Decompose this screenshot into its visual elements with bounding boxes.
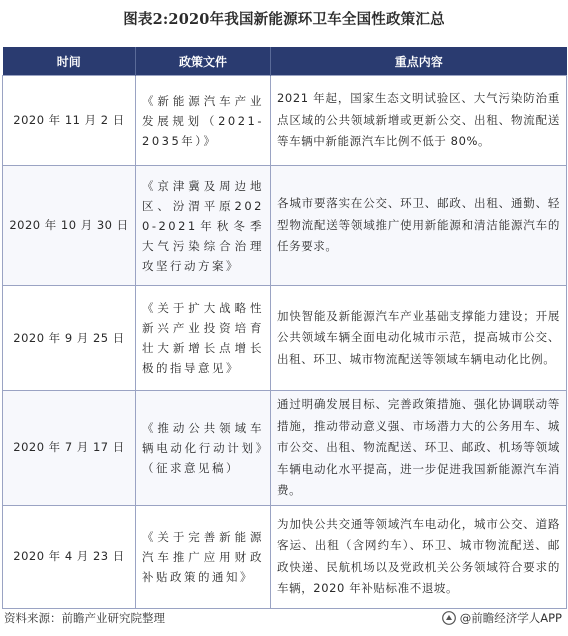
cell-time: 2020 年 10 月 30 日 [3,166,136,286]
cell-time: 2020 年 7 月 17 日 [3,391,136,506]
column-header-document: 政策文件 [136,47,271,76]
page-title: 图表2:2020年我国新能源环卫车全国性政策汇总 [123,11,445,28]
table-row [3,286,567,391]
cell-time: 2020 年 9 月 25 日 [3,286,136,391]
cell-document: 《新能源汽车产业发展规划（2021-2035年）》 [136,76,271,166]
policy-table [2,47,567,609]
cell-document: 《京津冀及周边地区、汾渭平原2020-2021年秋冬季大气污染综合治理攻坚行动方案》 [136,166,271,286]
brand-credit [442,610,562,626]
table-row [3,505,567,608]
cell-content: 为加快公共交通等领域汽车电动化，城市公交、道路客运、出租（含网约车）、环卫、城市物流配送、邮政快递、民航机场以及党政机关公务领域符合要求的车辆，2020 年补贴标准不退坡。 [271,505,567,608]
table-row [3,391,567,506]
qianzhan-logo-icon [442,611,456,625]
cell-content: 通过明确发展目标、完善政策措施、强化协调联动等措施，推动带动意义强、市场潜力大的公务用车、城市公交、出租、物流配送、环卫、邮政、机场等领域车辆电动化水平提高，进一步促进我国新能源汽车消费。 [271,391,567,506]
cell-document: 《关于完善新能源汽车推广应用财政补贴政策的通知》 [136,505,271,608]
cell-document: 《关于扩大战略性新兴产业投资培育壮大新增长点增长极的指导意见》 [136,286,271,391]
cell-time: 2020 年 4 月 23 日 [3,505,136,608]
brand-label: @前瞻经济学人APP [459,611,562,625]
table-row [3,76,567,166]
cell-content: 各城市要落实在公交、环卫、邮政、出租、通勤、轻型物流配送等领域推广使用新能源和清洁能源汽车的任务要求。 [271,166,567,286]
cell-content: 2021 年起，国家生态文明试验区、大气污染防治重点区域的公共领域新增或更新公交、出租、物流配送等车辆中新能源汽车比例不低于 80%。 [271,76,567,166]
footer [0,608,568,628]
column-header-content: 重点内容 [271,47,567,76]
cell-content: 加快智能及新能源汽车产业基础支撑能力建设；开展公共领域车辆全面电动化城市示范，提高城市公交、出租、环卫、城市物流配送等领域车辆电动化比例。 [271,286,567,391]
cell-document: 《推动公共领域车辆电动化行动计划》（征求意见稿） [136,391,271,506]
table-header-row [3,47,567,76]
cell-time: 2020 年 11 月 2 日 [3,76,136,166]
source-note: 资料来源：前瞻产业研究院整理 [4,611,165,625]
table-row [3,166,567,286]
column-header-time: 时间 [3,47,136,76]
